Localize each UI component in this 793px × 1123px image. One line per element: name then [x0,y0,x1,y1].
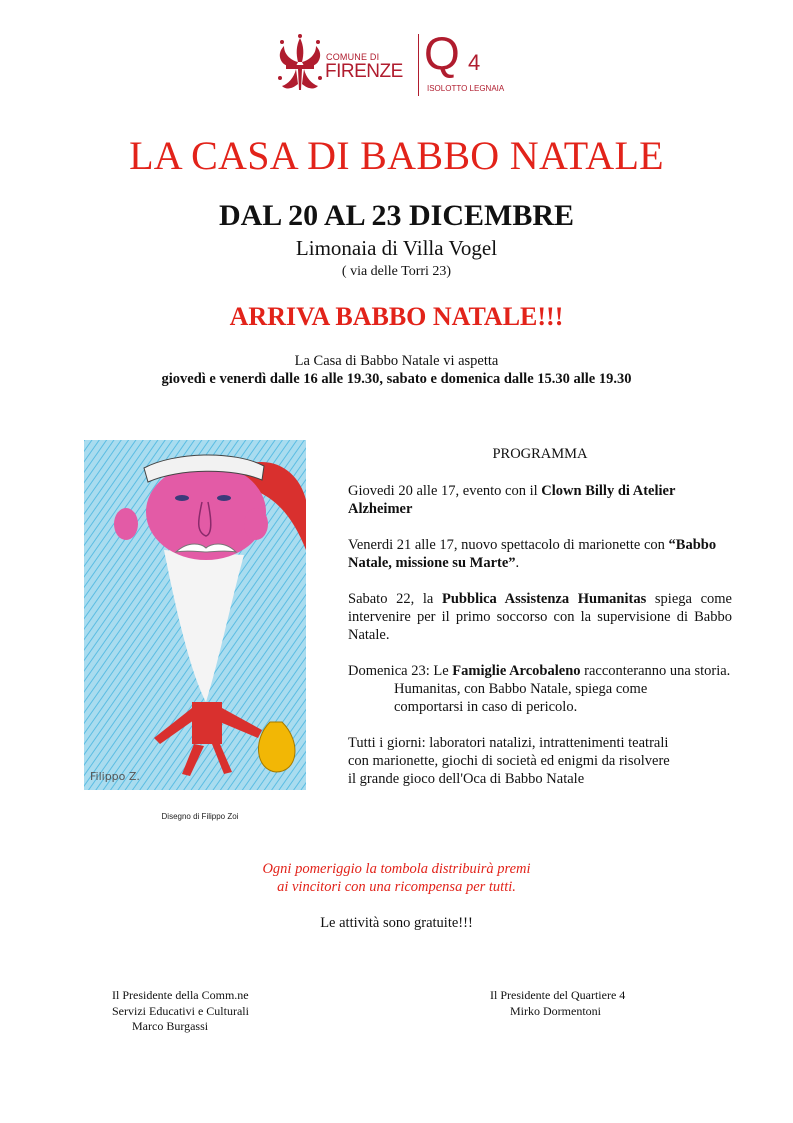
signature-left [112,988,312,1035]
signature-right [490,988,690,1019]
sign-left-line1: Il Presidente della Comm.ne [112,988,249,1002]
left-eye [175,495,189,501]
friday-bold: “Babbo Natale, missione su Marte” [348,537,717,571]
program-friday [348,536,732,572]
date-heading: DAL 20 AL 23 DICEMBRE [218,199,575,232]
closing-note [0,860,793,896]
sunday-end: racconteranno una storia. [580,663,731,679]
daily-line3: il grande gioco dell'Oca di Babbo Natale [348,771,585,787]
saturday-bold: Pubblica Assistenza Humanitas [442,591,647,607]
saturday-text: Sabato 22, la [348,591,443,607]
sign-right-line1: Il Presidente del Quartiere 4 [490,988,626,1002]
quartiere-4-logo [424,27,524,98]
drawing-caption: Disegno di Filippo Zoi [161,812,239,821]
body [192,702,222,744]
sunday-extra-line1: Humanitas, con Babbo Natale, spiega come [394,681,648,697]
hours-detail: giovedì e venerdì dalle 16 alle 19.30, sabato e domenica dalle 15.30 alle 19.30 [161,371,632,387]
venue: Limonaia di Villa Vogel [295,236,498,260]
program-section [348,445,732,806]
city-logo-line1: COMUNE DI [326,52,380,62]
left-ear [114,508,138,540]
fleur-de-lis-icon [276,34,324,96]
program-thursday [348,482,732,518]
quarter-logo-letter: Q [424,27,460,79]
program-title: PROGRAMMA [492,446,588,462]
drawing-signature: Filippo Z. [90,770,140,783]
program-daily [348,734,732,788]
sign-left-name: Marco Burgassi [132,1019,209,1033]
city-logo-line2: FIRENZE [325,61,403,82]
friday-text: Venerdi 21 alle 17, nuovo spettacolo di marionette con [348,537,669,553]
quarter-logo-number: 4 [468,50,481,75]
sunday-text: Domenica 23: Le [348,663,453,679]
closing-line1: Ogni pomeriggio la tombola distribuirà premi [262,861,531,877]
right-eye [217,495,231,501]
face [146,464,266,560]
sunday-extra-line2: comportarsi in caso di pericolo. [394,699,578,715]
daily-line1: Tutti i giorni: laboratori natalizi, intrattenimenti teatrali [348,735,669,751]
program-saturday [348,590,732,644]
sign-right-name: Mirko Dormentoni [510,1003,601,1018]
free-activities-note: Le attività sono gratuite!!! [320,915,473,931]
venue-address: ( via delle Torri 23) [341,264,452,279]
sign-left-line2: Servizi Educativi e Culturali [112,1003,249,1018]
comune-di-firenze-logo [276,34,416,96]
sunday-bold: Famiglie Arcobaleno [452,663,581,679]
right-ear [244,508,268,540]
thursday-bold: Clown Billy di Atelier Alzheimer [348,483,676,517]
santa-drawing [84,440,306,790]
quarter-logo-subtitle: ISOLOTTO LEGNAIA [427,84,505,93]
hours-intro: La Casa di Babbo Natale vi aspetta [294,353,499,369]
daily-line2: con marionette, giochi di società ed enigmi da risolvere [348,753,670,769]
page-title: LA CASA DI BABBO NATALE [129,133,664,178]
saturday-end: spiega come intervenire per il primo soccorso con la supervisione di Babbo Natale. [348,591,732,643]
arrival-heading: ARRIVA BABBO NATALE!!! [229,302,564,331]
thursday-text: Giovedi 20 alle 17, evento con il [348,483,542,499]
program-sunday [348,662,732,716]
friday-end: . [515,555,520,571]
logo-divider [418,34,419,96]
closing-line2: ai vincitori con una ricompensa per tutti. [277,879,516,895]
